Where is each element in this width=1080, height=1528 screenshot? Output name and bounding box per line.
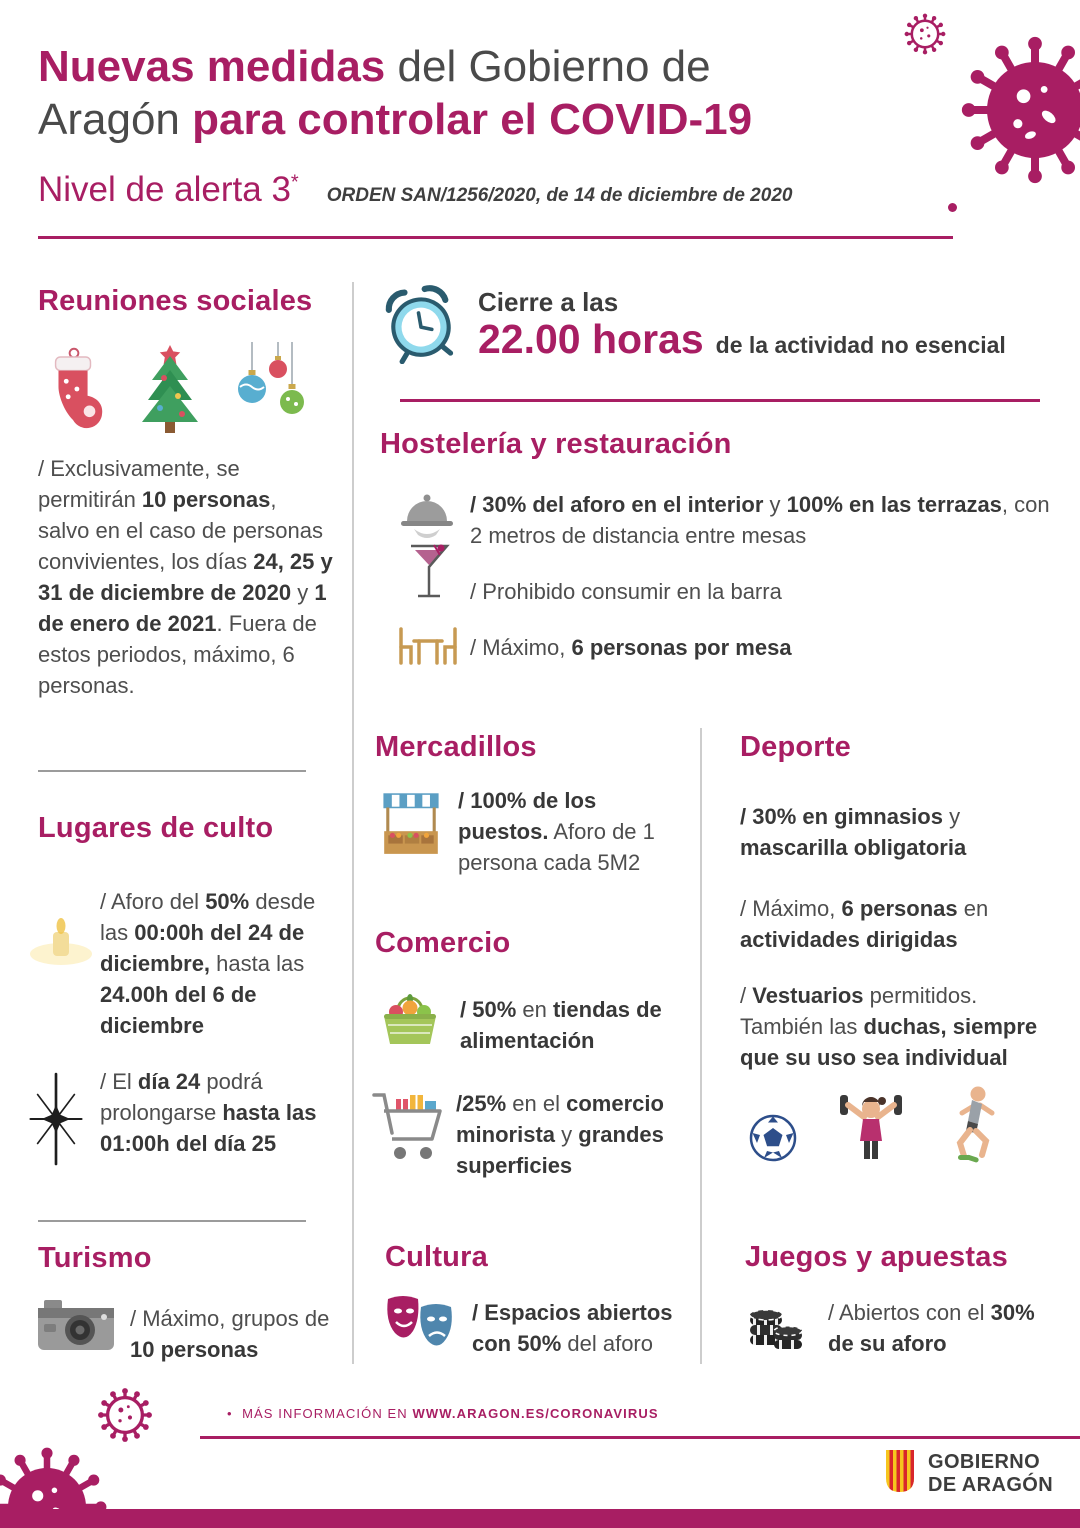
section-title-hosteleria: Hostelería y restauración bbox=[380, 428, 732, 460]
cloche-icon bbox=[398, 490, 456, 543]
page-title-line2: Aragón para controlar el COVID-19 bbox=[38, 95, 753, 144]
candle-icon bbox=[26, 914, 96, 973]
virus-icon bbox=[955, 30, 1080, 190]
comercio-rule-2-text: /25% en el comercio minorista y grandes superficies bbox=[456, 1091, 664, 1178]
footer-bullet: • bbox=[227, 1406, 233, 1421]
closure-detail: de la actividad no esencial bbox=[715, 332, 1006, 358]
divider-left-2 bbox=[38, 1220, 306, 1222]
deporte-rule-1-text: / 30% en gimnasios y mascarilla obligatoria bbox=[740, 804, 967, 860]
weightlifting-icon bbox=[838, 1089, 904, 1168]
virus-outline-icon bbox=[903, 12, 947, 56]
footer-url[interactable]: WWW.ARAGON.ES/CORONAVIRUS bbox=[412, 1406, 659, 1421]
hosteleria-rule-1-text: / 30% del aforo en el interior y 100% en las terrazas, con 2 metros de distancia entre mesas bbox=[470, 492, 1050, 548]
deporte-rule-3-text: / Vestuarios permitidos. También las duchas, siempre que su uso sea individual bbox=[740, 983, 1038, 1070]
section-title-deporte: Deporte bbox=[740, 731, 851, 763]
soccer-ball-icon bbox=[748, 1113, 798, 1168]
page-title bbox=[38, 40, 888, 146]
aragon-flag-icon bbox=[884, 1448, 916, 1499]
virus-outline-icon-footer bbox=[96, 1386, 154, 1444]
poker-chips-icon bbox=[747, 1292, 805, 1359]
culto-rule-1-text: / Aforo del 50% desde las 00:00h del 24 de diciembre, hasta las 24.00h del 6 de diciembre bbox=[100, 889, 316, 1038]
ornaments-icon bbox=[234, 342, 304, 439]
aragon-logo-line2: DE ARAGÓN bbox=[928, 1473, 1054, 1496]
food-basket-icon bbox=[378, 986, 442, 1053]
vertical-divider-2 bbox=[700, 728, 702, 1364]
footer-rule bbox=[200, 1436, 1080, 1439]
alert-asterisk: * bbox=[290, 171, 299, 194]
section-title-turismo: Turismo bbox=[38, 1242, 152, 1274]
closure-time: 22.00 horas bbox=[478, 316, 704, 362]
deporte-rule-2-text: / Máximo, 6 personas en actividades dirigidas bbox=[740, 896, 989, 952]
shopping-cart-icon bbox=[370, 1086, 446, 1173]
christmas-tree-icon bbox=[130, 342, 210, 439]
order-reference: ORDEN SAN/1256/2020, de 14 de diciembre de 2020 bbox=[326, 185, 793, 206]
alarm-clock-icon bbox=[380, 282, 462, 369]
section-title-culto: Lugares de culto bbox=[38, 812, 274, 844]
section-title-juegos: Juegos y apuestas bbox=[745, 1241, 1008, 1273]
closure-rule bbox=[400, 399, 1040, 402]
aragon-logo-text bbox=[928, 1451, 1053, 1497]
culto-rule-2-text: / El día 24 podrá prolongarse hasta las 01:00h del día 25 bbox=[100, 1069, 317, 1156]
hosteleria-rule-2-text: / Prohibido consumir en la barra bbox=[470, 579, 782, 604]
header-rule bbox=[38, 236, 953, 239]
section-title-mercadillos: Mercadillos bbox=[375, 731, 537, 763]
section-title-cultura: Cultura bbox=[385, 1241, 488, 1273]
theater-masks-icon bbox=[383, 1292, 457, 1365]
page-title-line1: Nuevas medidas del Gobierno de bbox=[38, 42, 711, 91]
alert-row bbox=[38, 170, 792, 210]
comercio-rule-1-text: / 50% en tiendas de alimentación bbox=[460, 997, 662, 1053]
christmas-icons bbox=[42, 342, 304, 439]
footer-info-line bbox=[227, 1406, 659, 1421]
turismo-text: / Máximo, grupos de 10 personas bbox=[130, 1306, 330, 1362]
table-chairs-icon bbox=[396, 620, 460, 675]
alert-level: Nivel de alerta 3* bbox=[38, 170, 299, 209]
cocktail-icon bbox=[408, 543, 450, 606]
closure-time-row bbox=[478, 316, 1006, 363]
virus-dot bbox=[948, 203, 957, 212]
market-stall-icon bbox=[382, 792, 440, 863]
juegos-text: / Abiertos con el 30% de su aforo bbox=[828, 1300, 1035, 1356]
cultura-text: / Espacios abiertos con 50% del aforo bbox=[472, 1300, 673, 1356]
divider-left-1 bbox=[38, 770, 306, 772]
vertical-divider-1 bbox=[352, 282, 354, 1364]
section-title-comercio: Comercio bbox=[375, 927, 511, 959]
section-title-reuniones: Reuniones sociales bbox=[38, 285, 313, 317]
running-icon bbox=[944, 1085, 1000, 1168]
aragon-logo bbox=[884, 1448, 1053, 1499]
camera-icon bbox=[36, 1296, 116, 1359]
mercadillos-text: / 100% de los puestos. Aforo de 1 persona cada 5M2 bbox=[458, 788, 655, 875]
closure-intro: Cierre a las bbox=[478, 287, 619, 317]
hosteleria-rule-3-text: / Máximo, 6 personas por mesa bbox=[470, 635, 792, 660]
reuniones-text: / Exclusivamente, se permitirán 10 personas, salvo en el caso de personas convivientes, los días 24, 25 y 31 de diciembre de 2020 y 1 de enero de 2021. Fuera de estos periodos, máximo, 6 personas. bbox=[38, 456, 333, 698]
bottom-bar bbox=[0, 1509, 1080, 1528]
star-icon bbox=[24, 1072, 88, 1171]
sports-icons bbox=[748, 1088, 1000, 1168]
footer-info-prefix: MÁS INFORMACIÓN EN bbox=[242, 1406, 413, 1421]
stocking-icon bbox=[42, 344, 106, 439]
aragon-logo-line1: GOBIERNO bbox=[928, 1450, 1041, 1473]
